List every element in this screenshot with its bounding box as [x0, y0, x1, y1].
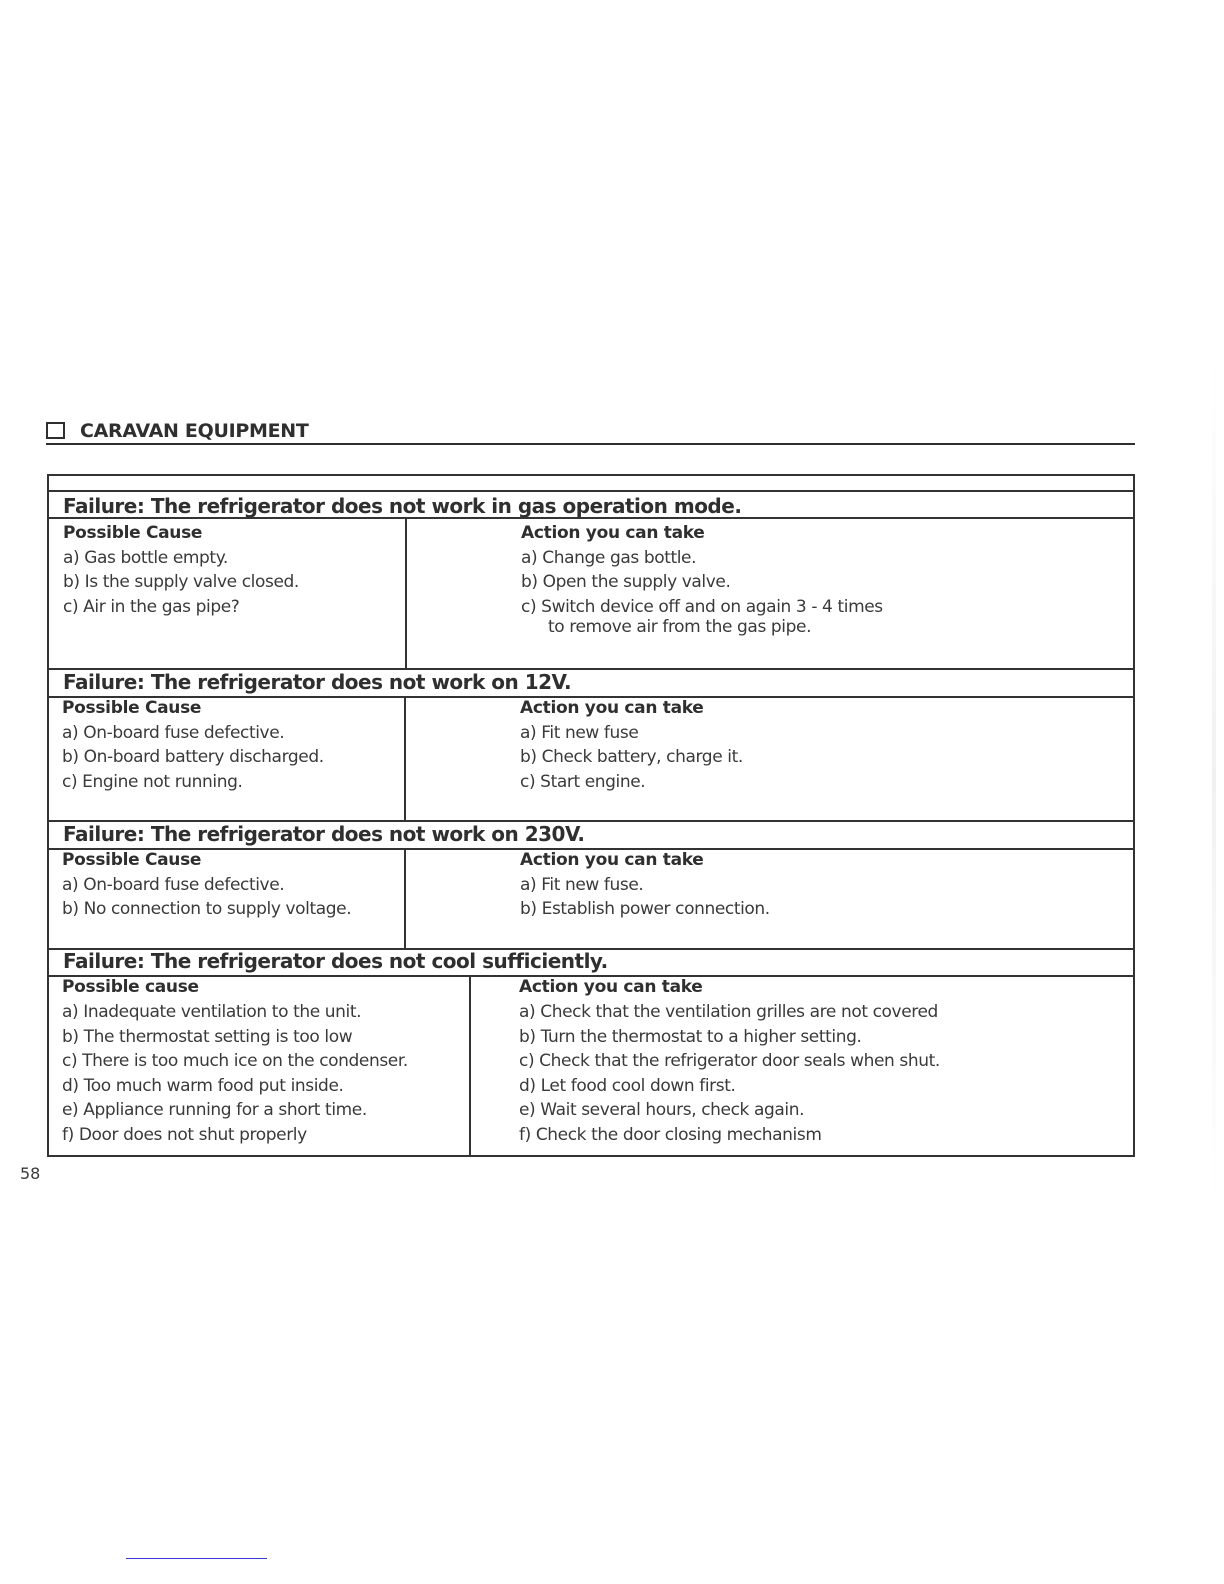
- cause-item: c) Engine not running.: [62, 772, 243, 792]
- action-item: c) Switch device off and on again 3 - 4 times: [521, 597, 883, 617]
- failure-title-cooling: Failure: The refrigerator does not cool sufficiently.: [63, 949, 608, 973]
- cause-item: b) On-board battery discharged.: [62, 747, 324, 767]
- scan-edge-shadow: [1212, 360, 1216, 1200]
- table-divider: [49, 517, 1133, 519]
- cause-heading: Possible Cause: [62, 850, 202, 870]
- action-item: b) Open the supply valve.: [521, 572, 731, 592]
- action-item: b) Check battery, charge it.: [520, 747, 743, 767]
- column-divider: [405, 519, 407, 668]
- action-item: a) Fit new fuse.: [520, 875, 644, 895]
- cause-item: c) There is too much ice on the condenser.: [62, 1051, 408, 1071]
- cause-item: d) Too much warm food put inside.: [62, 1076, 344, 1096]
- action-item: e) Wait several hours, check again.: [519, 1100, 805, 1120]
- section-header: [46, 419, 1135, 445]
- column-divider: [469, 977, 471, 1157]
- cause-heading: Possible Cause: [62, 698, 202, 718]
- action-item: d) Let food cool down first.: [519, 1076, 736, 1096]
- action-item: a) Fit new fuse: [520, 723, 639, 743]
- cause-item: c) Air in the gas pipe?: [63, 597, 240, 617]
- column-divider: [404, 698, 406, 820]
- bottom-underline: [126, 1558, 267, 1559]
- failure-title-12v: Failure: The refrigerator does not work on 12V.: [63, 670, 572, 694]
- column-divider: [404, 850, 406, 948]
- cause-heading: Possible Cause: [63, 523, 203, 543]
- cause-item: a) On-board fuse defective.: [62, 723, 285, 743]
- cause-item: f) Door does not shut properly: [62, 1125, 307, 1145]
- page-number: 58: [20, 1164, 41, 1183]
- cause-item: b) Is the supply valve closed.: [63, 572, 299, 592]
- checkbox-square-icon: [46, 422, 65, 439]
- action-item: a) Change gas bottle.: [521, 548, 697, 568]
- cause-item: e) Appliance running for a short time.: [62, 1100, 367, 1120]
- action-item: a) Check that the ventilation grilles are not covered: [519, 1002, 938, 1022]
- cause-item: b) The thermostat setting is too low: [62, 1027, 353, 1047]
- cause-item: a) Inadequate ventilation to the unit.: [62, 1002, 362, 1022]
- failure-title-gas: Failure: The refrigerator does not work in gas operation mode.: [63, 494, 742, 518]
- cause-heading: Possible cause: [62, 977, 199, 997]
- failure-title-230v: Failure: The refrigerator does not work on 230V.: [63, 822, 585, 846]
- troubleshooting-table: [47, 474, 1135, 1157]
- cause-item: b) No connection to supply voltage.: [62, 899, 352, 919]
- cause-item: a) Gas bottle empty.: [63, 548, 228, 568]
- action-item-continuation: to remove air from the gas pipe.: [548, 617, 812, 637]
- cause-item: a) On-board fuse defective.: [62, 875, 285, 895]
- table-divider: [49, 490, 1133, 492]
- action-item: c) Check that the refrigerator door seals when shut.: [519, 1051, 940, 1071]
- action-heading: Action you can take: [520, 698, 704, 718]
- action-item: b) Establish power connection.: [520, 899, 770, 919]
- action-heading: Action you can take: [520, 850, 704, 870]
- action-item: b) Turn the thermostat to a higher setting.: [519, 1027, 862, 1047]
- section-title: CARAVAN EQUIPMENT: [80, 420, 309, 442]
- action-heading: Action you can take: [519, 977, 703, 997]
- action-heading: Action you can take: [521, 523, 705, 543]
- action-item: f) Check the door closing mechanism: [519, 1125, 822, 1145]
- action-item: c) Start engine.: [520, 772, 646, 792]
